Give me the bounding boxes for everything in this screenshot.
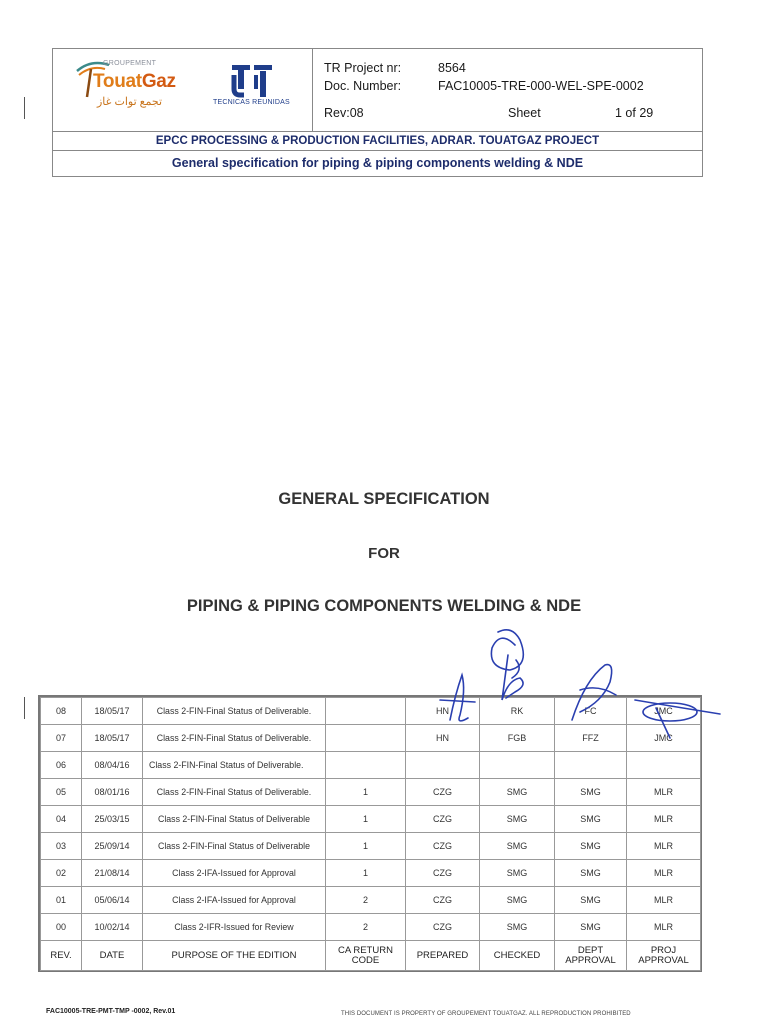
title-line-3: PIPING & PIPING COMPONENTS WELDING & NDE: [186, 597, 582, 615]
checked-cell: FGB: [480, 725, 555, 752]
dept-approval-cell: FC: [555, 698, 627, 725]
signatures: [420, 620, 750, 750]
checked-cell: SMG: [480, 833, 555, 860]
rev-cell: 05: [41, 779, 82, 806]
checked-cell: [480, 752, 555, 779]
purpose-cell: Class 2-FIN-Final Status of Deliverable.: [143, 698, 326, 725]
arabic-name: تجمع توات غاز: [97, 96, 163, 108]
checked-cell: RK: [480, 698, 555, 725]
ca-cell: [326, 725, 406, 752]
date-cell: 25/03/15: [82, 806, 143, 833]
rev-cell: 03: [41, 833, 82, 860]
purpose-cell: Class 2-IFR-Issued for Review: [143, 914, 326, 941]
purpose-cell: Class 2-FIN-Final Status of Deliverable.: [143, 779, 326, 806]
proj-approval-cell: MLR: [627, 914, 701, 941]
rev-cell: 06: [41, 752, 82, 779]
table-header-row: [41, 941, 701, 971]
project-info: [313, 49, 702, 131]
dept-approval-cell: SMG: [555, 806, 627, 833]
table-row: [41, 779, 701, 806]
dept-approval-cell: SMG: [555, 914, 627, 941]
prepared-cell: CZG: [406, 887, 480, 914]
dept-approval-cell: [555, 752, 627, 779]
purpose-cell: Class 2-FIN-Final Status of Deliverable.: [143, 725, 326, 752]
doc-number-value: FAC10005-TRE-000-WEL-SPE-0002: [438, 79, 644, 93]
prepared-cell: CZG: [406, 833, 480, 860]
prepared-cell: HN: [406, 725, 480, 752]
tr-project-value: 8564: [438, 61, 466, 75]
column-header-purpose: PURPOSE OF THE EDITION: [143, 941, 326, 971]
dept-approval-cell: FFZ: [555, 725, 627, 752]
prepared-cell: CZG: [406, 779, 480, 806]
table-row: [41, 914, 701, 941]
dept-approval-cell: SMG: [555, 860, 627, 887]
signature-proj: [635, 700, 720, 738]
proj-approval-cell: [627, 752, 701, 779]
touatgaz-wordmark: TouatGaz: [93, 71, 176, 92]
prepared-cell: HN: [406, 698, 480, 725]
proj-approval-cell: JMC: [627, 698, 701, 725]
ca-cell: 1: [326, 833, 406, 860]
purpose-cell: Class 2-IFA-Issued for Approval: [143, 860, 326, 887]
proj-approval-cell: MLR: [627, 779, 701, 806]
dept-approval-cell: SMG: [555, 887, 627, 914]
rev-cell: 00: [41, 914, 82, 941]
rev-cell: 08: [41, 698, 82, 725]
rev-cell: 01: [41, 887, 82, 914]
table-row: [41, 887, 701, 914]
ca-cell: 1: [326, 860, 406, 887]
rev-cell: 02: [41, 860, 82, 887]
table-row: [41, 806, 701, 833]
margin-mark: [24, 97, 25, 119]
ca-cell: [326, 752, 406, 779]
prepared-cell: CZG: [406, 806, 480, 833]
column-header-prepared: PREPARED: [406, 941, 480, 971]
ca-cell: [326, 698, 406, 725]
proj-approval-cell: MLR: [627, 833, 701, 860]
dept-approval-cell: SMG: [555, 779, 627, 806]
proj-approval-cell: MLR: [627, 887, 701, 914]
dept-approval-cell: SMG: [555, 833, 627, 860]
proj-approval-cell: MLR: [627, 806, 701, 833]
document-header: [52, 48, 703, 177]
project-title: EPCC PROCESSING & PRODUCTION FACILITIES, ADRAR. TOUATGAZ PROJECT: [53, 131, 702, 151]
checked-cell: SMG: [480, 806, 555, 833]
column-header-checked: CHECKED: [480, 941, 555, 971]
ca-cell: 1: [326, 806, 406, 833]
doc-number-label: Doc. Number:: [324, 79, 402, 93]
document-subtitle: General specification for piping & piping components welding & NDE: [171, 156, 584, 170]
footer-template-ref: FAC10005-TRE-PMT-TMP -0002, Rev.01: [46, 1008, 176, 1015]
sheet-label: Sheet: [508, 106, 541, 120]
date-cell: 08/04/16: [82, 752, 143, 779]
footer-property-notice: THIS DOCUMENT IS PROPERTY OF GROUPEMENT TOUATGAZ. ALL REPRODUCTION PROHIBITED: [341, 1011, 631, 1017]
purpose-cell: Class 2-FIN-Final Status of Deliverable.: [143, 752, 326, 779]
checked-cell: SMG: [480, 914, 555, 941]
ca-cell: 2: [326, 887, 406, 914]
ca-cell: 1: [326, 779, 406, 806]
column-header-dept-approval: DEPT APPROVAL: [555, 941, 627, 971]
groupement-label: GROUPEMENT: [103, 60, 157, 67]
logo-area: [53, 49, 313, 131]
purpose-cell: Class 2-FIN-Final Status of Deliverable: [143, 806, 326, 833]
date-cell: 08/01/16: [82, 779, 143, 806]
tecnicas-reunidas-label: TECNICAS REUNIDAS: [213, 99, 290, 106]
column-header-date: DATE: [82, 941, 143, 971]
signature-dept: [572, 665, 616, 720]
table-row: [41, 860, 701, 887]
table-row: [41, 752, 701, 779]
proj-approval-cell: MLR: [627, 860, 701, 887]
date-cell: 10/02/14: [82, 914, 143, 941]
column-header-ca-return-code: CA RETURN CODE: [326, 941, 406, 971]
sheet-value: 1 of 29: [615, 106, 654, 120]
tecnicas-reunidas-logo-icon: [228, 61, 278, 101]
column-header-proj-approval: PROJ APPROVAL: [627, 941, 701, 971]
checked-cell: SMG: [480, 779, 555, 806]
date-cell: 18/05/17: [82, 698, 143, 725]
column-header-rev: REV.: [41, 941, 82, 971]
purpose-cell: Class 2-IFA-Issued for Approval: [143, 887, 326, 914]
title-line-1: GENERAL SPECIFICATION: [278, 490, 490, 508]
checked-cell: SMG: [480, 860, 555, 887]
date-cell: 05/06/14: [82, 887, 143, 914]
checked-cell: SMG: [480, 887, 555, 914]
revision-label: Rev:08: [324, 106, 364, 120]
prepared-cell: CZG: [406, 914, 480, 941]
margin-mark: [24, 697, 25, 719]
table-row: [41, 833, 701, 860]
date-cell: 25/09/14: [82, 833, 143, 860]
purpose-cell: Class 2-FIN-Final Status of Deliverable: [143, 833, 326, 860]
signature-prepared: [440, 675, 475, 721]
date-cell: 18/05/17: [82, 725, 143, 752]
tr-project-label: TR Project nr:: [324, 61, 402, 75]
prepared-cell: [406, 752, 480, 779]
ca-cell: 2: [326, 914, 406, 941]
signature-checked: [491, 630, 523, 700]
prepared-cell: CZG: [406, 860, 480, 887]
date-cell: 21/08/14: [82, 860, 143, 887]
proj-approval-cell: JMC: [627, 725, 701, 752]
title-line-2: FOR: [368, 545, 400, 562]
rev-cell: 07: [41, 725, 82, 752]
rev-cell: 04: [41, 806, 82, 833]
